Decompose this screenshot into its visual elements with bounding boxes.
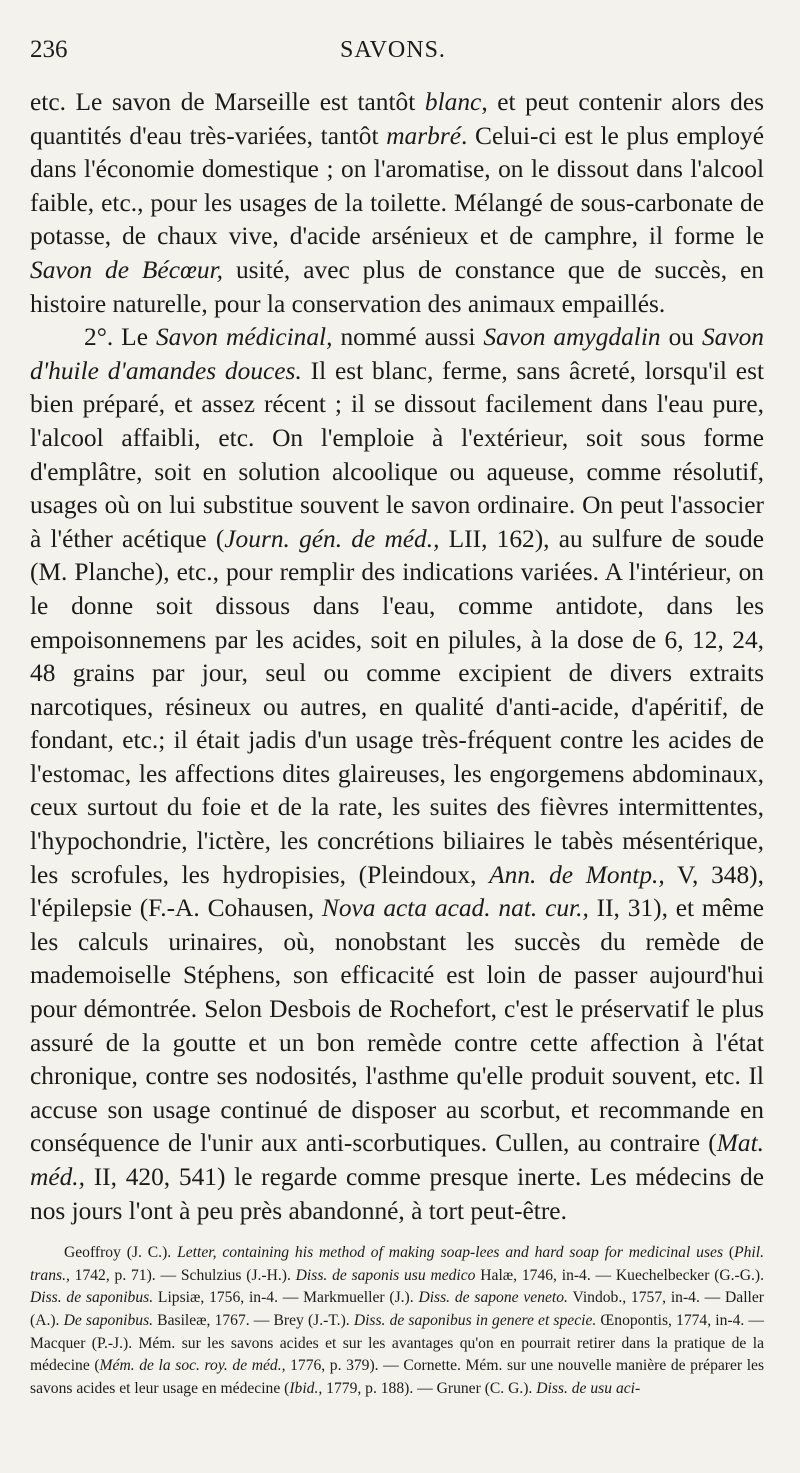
page-header: [30, 36, 764, 86]
main-text: [30, 86, 764, 1228]
paragraph-1: etc. Le savon de Marseille est tantôt blanc, et peut contenir alors des quantités d'eau très-variées, tantôt marbré. Celui-ci est le plus employé dans l'économie domestique ; on l'aromatise, on le dissout dans l'alcool faible, etc., pour les usages de la toilette. Mélangé de sous-carbonate de potasse, de chaux vive, d'acide arsénieux et de camphre, il forme le Savon de Bécœur, usité, avec plus de constance que de succès, en histoire naturelle, pour la conservation des animaux empaillés.: [30, 88, 764, 318]
running-head: SAVONS.: [340, 37, 446, 63]
bibliography-notes: Geoffroy (J. C.). Letter, containing his method of making soap-lees and hard soap for medicinal uses (Phil. trans., 1742, p. 71). — Schulzius (J.-H.). Diss. de saponis usu medico Halæ, 1746, in-4. — Kuechelbecker (G.-G.). Diss. de saponibus. Lipsiæ, 1756, in-4. — Markmueller (J.). Diss. de sapone veneto. Vindob., 1757, in-4. — Daller (A.). De saponibus. Basileæ, 1767. — Brey (J.-T.). Diss. de saponibus in genere et specie. Œnopontis, 1774, in-4. — Macquer (P.-J.). Mém. sur les savons acides et sur les avantages qu'on en pourrait retirer dans la pratique de la médecine (Mém. de la soc. roy. de méd., 1776, p. 379). — Cornette. Mém. sur une nouvelle manière de préparer les savons acides et leur usage en médecine (Ibid., 1779, p. 188). — Gruner (C. G.). Diss. de usu aci-: [30, 1244, 765, 1397]
page-number: 236: [30, 36, 68, 63]
paragraph-2: 2°. Le Savon médicinal, nommé aussi Savon amygdalin ou Savon d'huile d'amandes douces. Il est blanc, ferme, sans âcreté, lorsqu'il est bien préparé, et assez récent ; il se dissout facilement dans l'eau pure, l'alcool affaibli, etc. On l'emploie à l'extérieur, soit sous forme d'emplâtre, soit en solution alcoolique ou aqueuse, comme résolutif, usages où on lui substitue souvent le savon ordinaire. On peut l'associer à l'éther acétique (Journ. gén. de méd., LII, 162), au sulfure de soude (M. Planche), etc., pour remplir des indications variées. A l'intérieur, on le donne soit dissous dans l'eau, comme antidote, dans les empoisonnemens par les acides, soit en pilules, à la dose de 6, 12, 24, 48 grains par jour, seul ou comme excipient de divers extraits narcotiques, résineux ou autres, en qualité d'anti-acide, d'apéritif, de fondant, etc.; il était jadis d'un usage très-fréquent contre les acides de l'estomac, les affections dites glaireuses, les engorgemens abdominaux, ceux surtout du foie et de la rate, les suites des fièvres intermittentes, l'hypochondrie, l'ictère, les concrétions biliaires le tabès mésentérique, les scrofules, les hydropisies, (Pleindoux, Ann. de Montp., V, 348), l'épilepsie (F.-A. Cohausen, Nova acta acad. nat. cur., II, 31), et même les calculs urinaires, où, nonobstant les succès du remède de mademoiselle Stéphens, son efficacité est loin de passer aujourd'hui pour démontrée. Selon Desbois de Rochefort, c'est le préservatif le plus assuré de la goutte et un bon remède contre cette affection à l'état chronique, contre ses nodosités, l'asthme qu'elle produit souvent, etc. Il accuse son usage continué de disposer au scorbut, et recommande en conséquence de l'unir aux anti-scorbutiques. Cullen, au contraire (Mat. méd., II, 420, 541) le regarde comme presque inerte. Les médecins de nos jours l'ont à peu près abandonné, à tort peut-être.: [30, 323, 765, 1225]
